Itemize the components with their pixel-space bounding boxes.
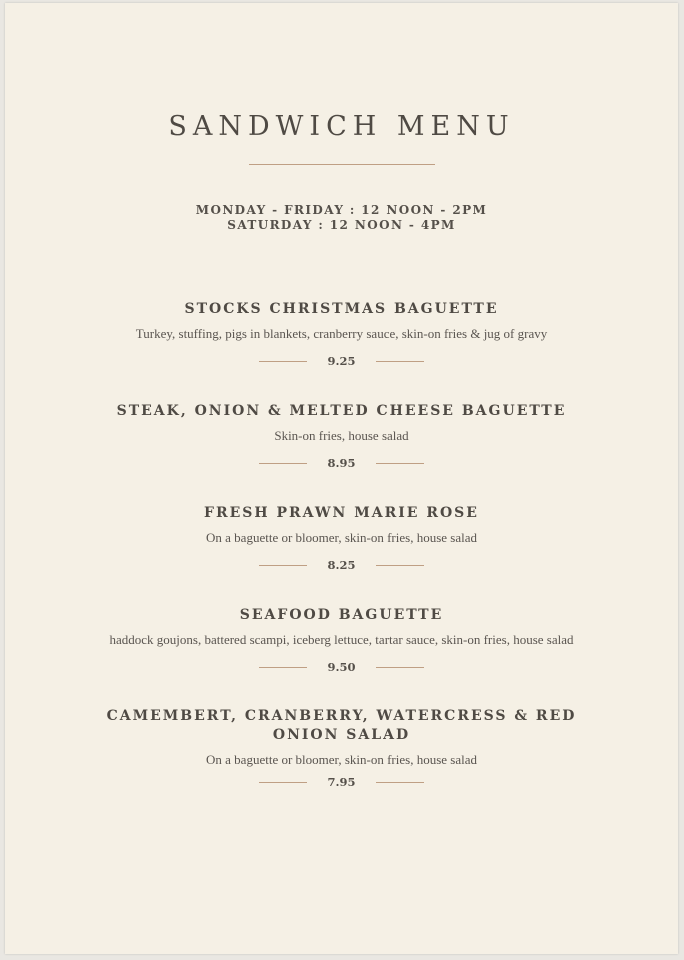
menu-item-price: 8.25	[327, 558, 356, 572]
page-title: SANDWICH MENU	[168, 111, 515, 142]
menu-item-name: CAMEMBERT, CRANBERRY, WATERCRESS & RED ONION SALAD	[106, 708, 577, 743]
price-divider-right	[376, 463, 424, 464]
menu-item	[5, 300, 678, 369]
menu-item-description: haddock goujons, battered scampi, iceberg lettuce, tartar sauce, skin-on fries, house salad	[109, 632, 574, 647]
menu-item	[5, 606, 678, 675]
menu-item-description: On a baguette or bloomer, skin-on fries, house salad	[206, 752, 477, 767]
opening-hours-saturday: SATURDAY : 12 NOON - 4PM	[227, 218, 456, 232]
menu-item-description: Turkey, stuffing, pigs in blankets, cranberry sauce, skin-on fries & jug of gravy	[135, 326, 548, 341]
menu-item-description: On a baguette or bloomer, skin-on fries, house salad	[206, 530, 477, 545]
menu-item-price: 8.95	[327, 456, 356, 470]
menu-item	[5, 402, 678, 471]
menu-item-price: 9.50	[327, 660, 356, 674]
menu-item-name: STEAK, ONION & MELTED CHEESE BAGUETTE	[116, 403, 567, 419]
menu-item	[5, 707, 678, 790]
price-row	[5, 557, 678, 573]
menu-item-description: Skin-on fries, house salad	[274, 428, 409, 443]
menu-page	[5, 3, 678, 954]
menu-item-name: FRESH PRAWN MARIE ROSE	[204, 505, 479, 521]
menu-item	[5, 504, 678, 573]
menu-item-name: SEAFOOD BAGUETTE	[239, 607, 444, 623]
menu-item-price: 9.25	[327, 354, 356, 368]
price-row	[5, 659, 678, 675]
price-row	[5, 353, 678, 369]
opening-hours-weekday: MONDAY - FRIDAY : 12 NOON - 2PM	[195, 203, 488, 217]
price-row	[5, 455, 678, 471]
price-divider-right	[376, 667, 424, 668]
menu-item-name: STOCKS CHRISTMAS BAGUETTE	[184, 301, 499, 317]
price-divider-right	[376, 565, 424, 566]
price-divider-right	[376, 361, 424, 362]
menu-item-price: 7.95	[327, 775, 356, 789]
price-row	[5, 774, 678, 790]
title-divider	[249, 164, 435, 165]
price-divider-right	[376, 782, 424, 783]
